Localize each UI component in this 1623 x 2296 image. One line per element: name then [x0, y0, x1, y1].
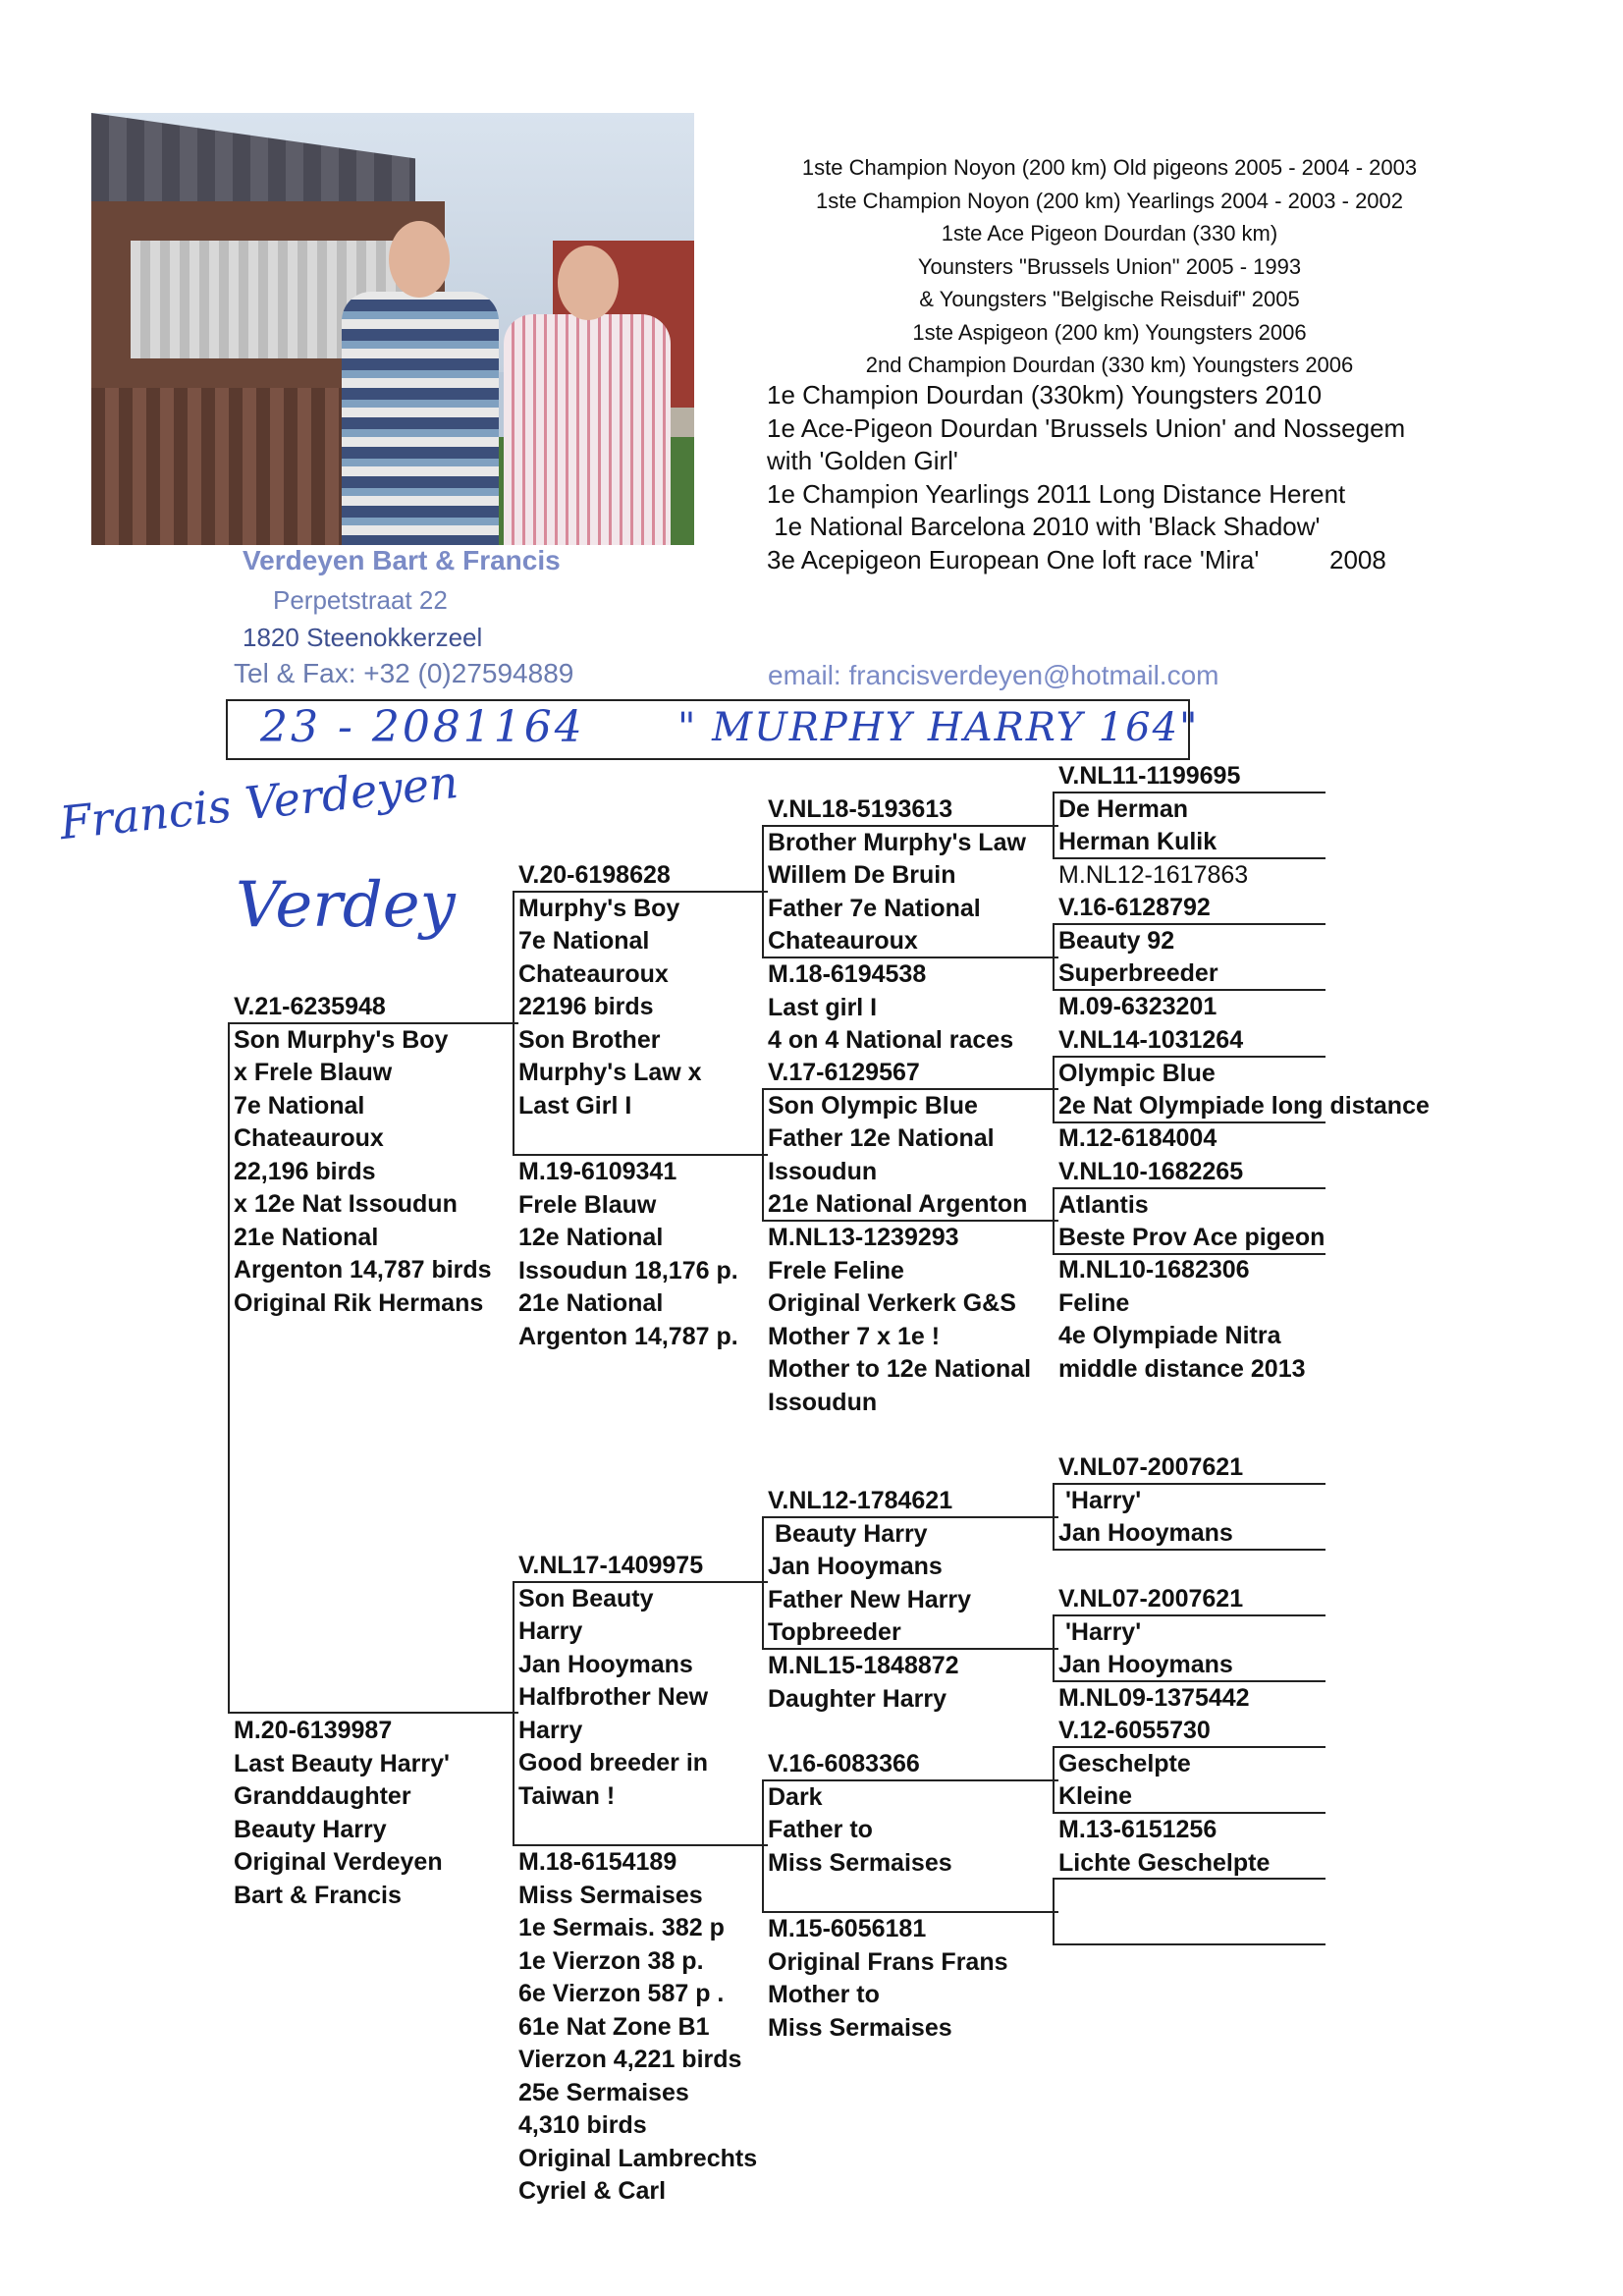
achievement-line: 1e Champion Yearlings 2011 Long Distance Herent [767, 478, 1346, 509]
ped-line: 7e National [518, 927, 650, 955]
ped-line: Original Verkerk G&S [768, 1289, 1016, 1317]
ped-line: Feline [1058, 1288, 1130, 1317]
ring-number: V.NL07-2007621 [1058, 1453, 1244, 1481]
ped-line: Cyriel & Carl [518, 2177, 667, 2205]
ring-number: V.NL17-1409975 [518, 1552, 704, 1579]
ped-line: Original Verdeyen [234, 1848, 443, 1876]
ring-number: V.NL18-5193613 [768, 795, 953, 823]
pedigree-sd [768, 1057, 1027, 1222]
ped-line: Original Lambrechts [518, 2144, 758, 2172]
ped-line: Jan Hooymans [768, 1553, 943, 1580]
pedigree-dam-dam [518, 1846, 757, 2209]
owners-photo [91, 113, 694, 545]
ped-line: Murphy's Law x [518, 1059, 702, 1086]
ring-number: M.NL15-1848872 [768, 1652, 959, 1679]
ring-number: V.16-6128792 [1058, 894, 1211, 921]
ped-line: 4 on 4 National races [768, 1026, 1014, 1054]
pedigree-h3 [1058, 1682, 1250, 1716]
ring-number: M.NL12-1617863 [1058, 861, 1249, 889]
pedigree-ds-d [768, 1650, 959, 1716]
ped-line: 21e National [234, 1223, 379, 1251]
owner-name: Verdeyen Bart & Francis [243, 545, 561, 575]
ped-line: Topbreeder [768, 1618, 901, 1646]
pedigree-dam-of-sire [518, 1156, 738, 1353]
achievement-line: 1ste Champion Noyon (200 km) Old pigeons 2005 - 2004 - 2003 [801, 155, 1418, 180]
ped-line: Beauty 92 [1058, 926, 1175, 955]
pedigree-subject [234, 991, 492, 1320]
achievements-small [731, 151, 1488, 382]
ped-line: Vierzon 4,221 birds [518, 2046, 742, 2073]
pedigree-dd-s [768, 1748, 952, 1880]
ped-line: Chateauroux [518, 959, 669, 988]
pedigree-sd-dam [768, 1222, 1031, 1419]
ring-number: V.20-6198628 [518, 861, 671, 889]
ring-number: M.12-6184004 [1058, 1124, 1217, 1152]
ped-line: Jan Hooymans [1058, 1651, 1233, 1678]
ped-line: Halfbrother New [518, 1683, 709, 1711]
ped-line: Argenton 14,787 birds [234, 1256, 492, 1284]
ped-line: Olympic Blue [1058, 1059, 1216, 1087]
ped-line: Mother to [768, 1981, 880, 2008]
achievement-line: Younsters "Brussels Union" 2005 - 1993 [917, 253, 1302, 279]
ring-number: M.NL10-1682306 [1058, 1256, 1250, 1284]
ped-line: Harry [518, 1716, 583, 1744]
ring-number: M.09-6323201 [1058, 993, 1217, 1020]
achievement-line: 1ste Aspigeon (200 km) Youngsters 2006 [912, 319, 1307, 345]
ped-line: Original Rik Hermans [234, 1288, 484, 1317]
ring-number: V.NL10-1682265 [1058, 1158, 1244, 1185]
ped-line: 'Harry' [1058, 1486, 1142, 1514]
ring-number: V.21-6235948 [234, 993, 386, 1020]
ring-number: V.12-6055730 [1058, 1717, 1211, 1744]
ring-number: M.18-6154189 [518, 1848, 677, 1876]
ped-line: 1e Vierzon 38 p. [518, 1946, 704, 1975]
signature-full: Francis Verdeyen [57, 754, 461, 850]
ped-line: Dark [768, 1782, 823, 1811]
pedigree-g2 [1058, 859, 1248, 893]
ped-line: x Frele Blauw [234, 1059, 393, 1086]
achievement-line: 2nd Champion Dourdan (330 km) Youngsters 2006 [865, 353, 1354, 377]
pedigree-g5 [1058, 1024, 1430, 1123]
ped-line: Last Girl I [518, 1091, 632, 1120]
ped-line: Lichte Geschelpte [1058, 1848, 1271, 1877]
pedigree-dam [234, 1715, 450, 1912]
ped-line: Chateauroux [234, 1124, 384, 1152]
ped-line: Superbreeder [1058, 959, 1218, 987]
pedigree-g1 [1058, 760, 1240, 859]
ped-line: 1e Sermais. 382 p [518, 1914, 725, 1941]
ped-line: Son Brother [518, 1025, 661, 1054]
ped-line: Frele Blauw [518, 1190, 657, 1219]
pedigree-dam-sire [518, 1550, 708, 1813]
ped-line: Bart & Francis [234, 1881, 402, 1909]
ped-line: 2e Nat Olympiade long distance [1058, 1092, 1430, 1120]
owner-street: Perpetstraat 22 [273, 585, 448, 615]
signature-short: Verdey [236, 869, 456, 942]
ring-number: M.18-6194538 [768, 960, 927, 988]
ped-line: Miss Sermaises [768, 1848, 952, 1877]
achievement-line: 1ste Ace Pigeon Dourdan (330 km) [941, 221, 1278, 246]
ped-line: Father to [768, 1816, 873, 1843]
pedigree-g8 [1058, 1254, 1306, 1386]
ped-line: Jan Hooymans [518, 1650, 693, 1678]
owner-email: email: francisverdeyen@hotmail.com [768, 660, 1219, 690]
ring-number: V.17-6129567 [768, 1059, 920, 1086]
achievement-line: 1e National Barcelona 2010 with 'Black Shadow' [767, 512, 1321, 541]
ped-line: Mother 7 x 1e ! [768, 1322, 941, 1350]
ped-line: Daughter Harry [768, 1684, 947, 1713]
ring-number: M.13-6151256 [1058, 1816, 1217, 1843]
pedigree-ds-s [768, 1485, 971, 1650]
achievement-line: 3e Acepigeon European One loft race 'Mira' [767, 544, 1260, 574]
ped-line: Beauty Harry [234, 1815, 387, 1843]
ped-line: Beauty Harry [768, 1519, 928, 1548]
ped-line: Kleine [1058, 1782, 1133, 1810]
ped-line: Son Olympic Blue [768, 1091, 978, 1120]
ped-line: Geschelpte [1058, 1749, 1191, 1777]
ped-line: Harry [518, 1617, 583, 1645]
ped-line: Chateauroux [768, 927, 918, 955]
ped-line: 4,310 birds [518, 2111, 647, 2139]
ped-line: Son Beauty [518, 1584, 654, 1613]
ring-number: V.16-6083366 [768, 1750, 920, 1777]
ped-line: Atlantis [1058, 1190, 1149, 1219]
pedigree-sire [518, 859, 702, 1122]
ped-line: Frele Feline [768, 1256, 904, 1285]
ped-line: Good breeder in [518, 1749, 709, 1777]
ped-line: Murphy's Boy [518, 894, 680, 922]
ped-line: Taiwan ! [518, 1781, 616, 1810]
ped-line: 22196 birds [518, 993, 654, 1020]
achievements-large [767, 379, 1405, 576]
bird-name: " MURPHY HARRY 164" [677, 705, 1200, 750]
ring-number: M.15-6056181 [768, 1915, 927, 1942]
ped-line: Father New Harry [768, 1585, 972, 1613]
ped-line: 25e Sermaises [518, 2078, 689, 2106]
owner-city: 1820 Steenokkerzeel [243, 623, 483, 652]
ped-line: Willem De Bruin [768, 861, 956, 889]
ped-line: 61e Nat Zone B1 [518, 2012, 710, 2041]
ped-line: Beste Prov Ace pigeon [1058, 1224, 1325, 1251]
pedigree-g6 [1058, 1122, 1217, 1156]
ped-line: Argenton 14,787 p. [518, 1322, 738, 1350]
achievement-line: 1e Champion Dourdan (330km) Youngsters 2010 [767, 380, 1323, 410]
ped-line: Last girl I [768, 993, 878, 1021]
achievement-line: with 'Golden Girl' [767, 446, 958, 475]
ped-line: Son Murphy's Boy [234, 1025, 449, 1054]
bird-ring-number: 23 - 2081164 [260, 702, 585, 752]
ped-line: Father 7e National [768, 894, 981, 922]
ped-line: 12e National [518, 1224, 664, 1251]
ring-number: M.20-6139987 [234, 1717, 393, 1744]
ped-line: Jan Hooymans [1058, 1519, 1233, 1547]
ped-line: Father 12e National [768, 1124, 995, 1152]
ring-number: V.NL07-2007621 [1058, 1585, 1244, 1613]
pedigree-h4 [1058, 1715, 1211, 1814]
achievement-year: 2008 [1329, 544, 1386, 574]
ped-line: Last Beauty Harry' [234, 1749, 450, 1777]
pedigree-ss [768, 793, 1026, 958]
owner-tel: Tel & Fax: +32 (0)27594889 [234, 658, 574, 688]
ped-line: 21e National [518, 1289, 664, 1317]
pedigree-g4 [1058, 991, 1217, 1024]
ped-line: Miss Sermaises [768, 2013, 952, 2042]
ped-line: Issoudun [768, 1157, 878, 1185]
ped-line: Granddaughter [234, 1782, 411, 1810]
ring-number: V.NL12-1784621 [768, 1487, 953, 1514]
achievement-line: 1ste Champion Noyon (200 km) Yearlings 2004 - 2003 - 2002 [815, 188, 1404, 213]
ped-line: 'Harry' [1058, 1617, 1142, 1646]
ring-number: V.NL14-1031264 [1058, 1026, 1244, 1054]
pedigree-dd-d [768, 1913, 1008, 2045]
ped-line: Brother Murphy's Law [768, 828, 1026, 856]
ped-line: middle distance 2013 [1058, 1354, 1306, 1383]
pedigree-g7 [1058, 1156, 1325, 1255]
ped-line: 6e Vierzon 587 p . [518, 1980, 725, 2007]
pedigree-h5 [1058, 1814, 1270, 1880]
ped-line: 7e National [234, 1091, 365, 1120]
ring-number: M.19-6109341 [518, 1158, 677, 1185]
ped-line: Original Frans Frans [768, 1947, 1008, 1976]
ring-number: M.NL13-1239293 [768, 1224, 959, 1251]
ped-line: Miss Sermaises [518, 1881, 703, 1909]
ped-line: 22,196 birds [234, 1157, 376, 1185]
ped-line: 4e Olympiade Nitra [1058, 1322, 1281, 1349]
ring-number: M.NL09-1375442 [1058, 1684, 1250, 1712]
ring-number: V.NL11-1199695 [1058, 762, 1241, 790]
ped-line: Issoudun [768, 1388, 878, 1416]
achievement-line: & Youngsters "Belgische Reisduif" 2005 [919, 287, 1300, 311]
ped-line: Mother to 12e National [768, 1355, 1032, 1383]
ped-line: Issoudun 18,176 p. [518, 1256, 738, 1285]
pedigree-h1 [1058, 1451, 1243, 1551]
ped-line: x 12e Nat Issoudun [234, 1190, 458, 1218]
achievement-line: 1e Ace-Pigeon Dourdan 'Brussels Union' and Nossegem [767, 412, 1406, 443]
pedigree-h2 [1058, 1583, 1243, 1682]
ped-line: 21e National Argenton [768, 1190, 1028, 1218]
pedigree-ss-dam [768, 958, 1013, 1058]
pedigree-g3 [1058, 892, 1218, 991]
ped-line: De Herman [1058, 794, 1188, 823]
ped-line: Herman Kulik [1058, 828, 1217, 855]
